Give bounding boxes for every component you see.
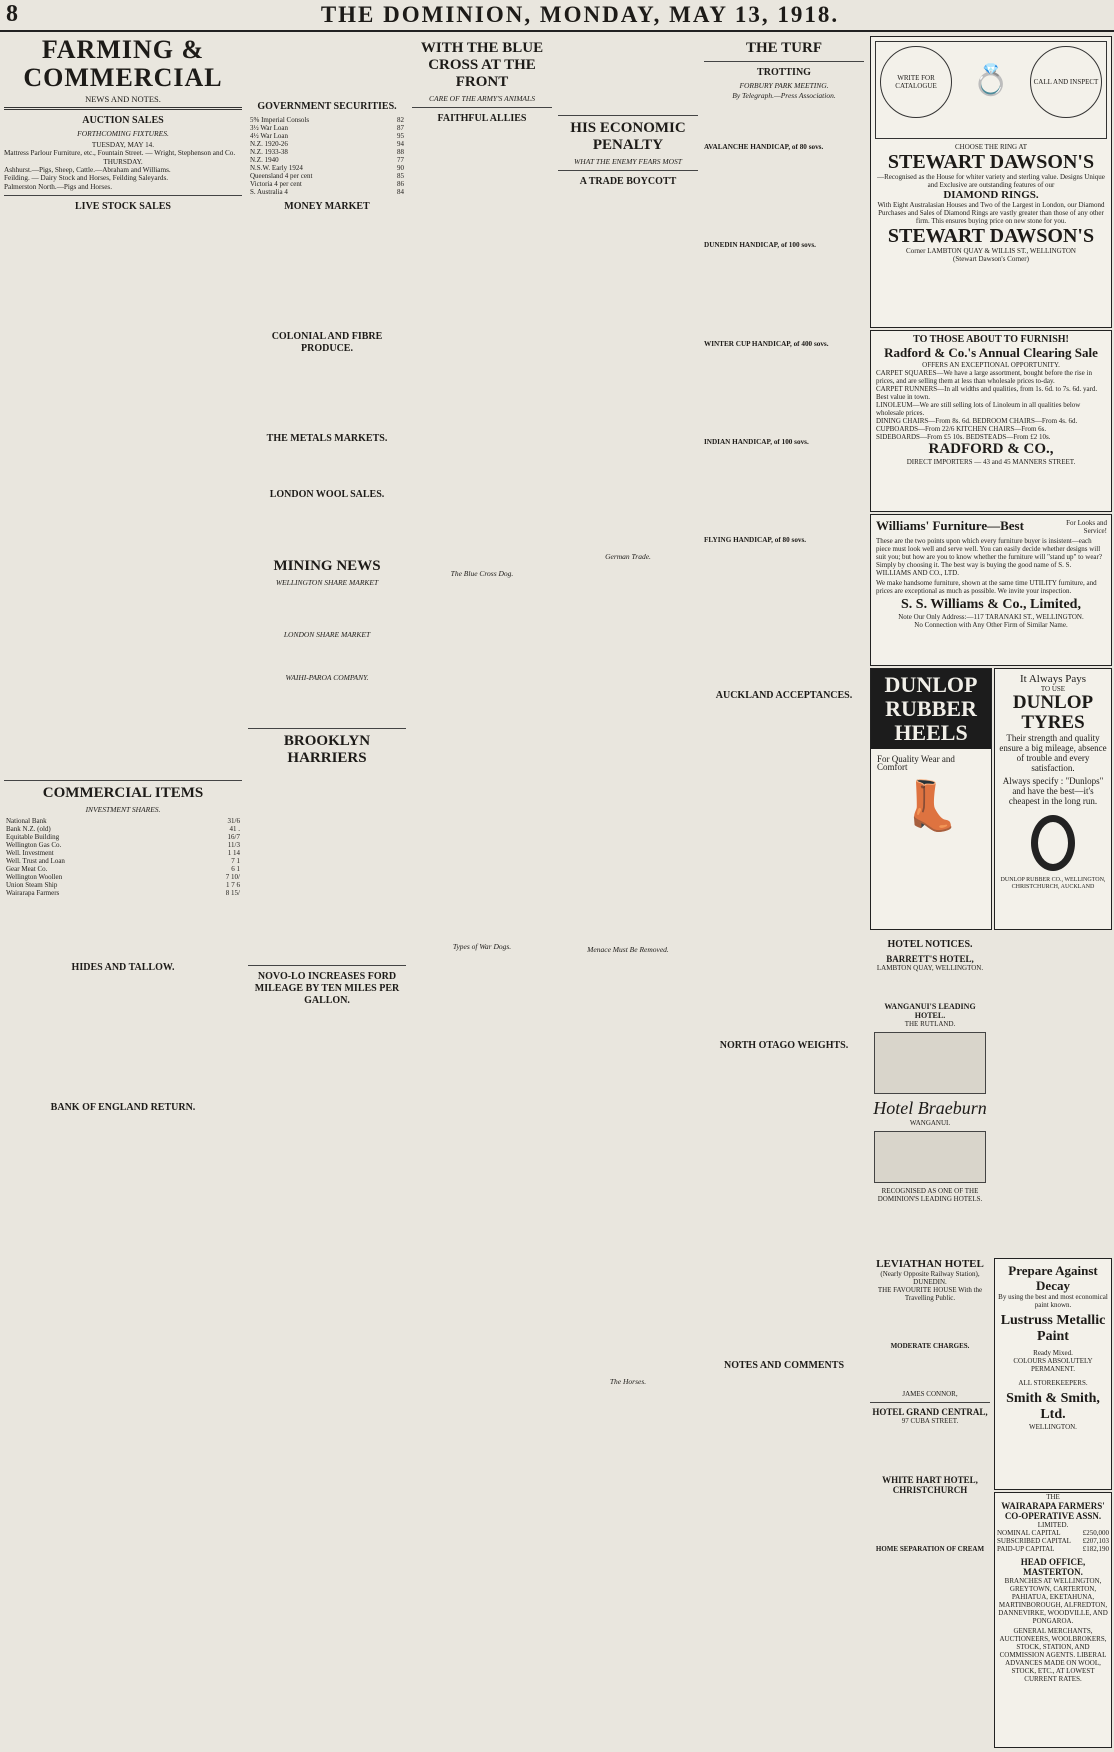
tyres-body-2: Always specify : "Dunlops" and have the best—it's cheapest in the long run. [1002, 776, 1104, 806]
waihi-text [248, 684, 406, 724]
wairarapa-limited: LIMITED. [1037, 1521, 1069, 1529]
radford-headline: Radford & Co.'s Annual Clearing Sale [884, 345, 1098, 360]
dunlop-heels-side: For Quality Wear and Comfort [877, 754, 955, 772]
tyres-body: Their strength and quality ensure a big mileage, absence of trouble and every satisfaction. [999, 733, 1107, 773]
cell-value: 86 [397, 180, 404, 188]
forbury-intro [704, 103, 864, 143]
investment-heading: INVESTMENT SHARES. [85, 805, 161, 815]
cell-label: S. Australia 4 [250, 188, 288, 196]
investment-row [4, 873, 242, 881]
investment-row [4, 865, 242, 873]
leviathan-sub: (Nearly Opposite Railway Station), DUNEDIN. [880, 1270, 980, 1286]
cell-value: 8 15/ [225, 888, 240, 897]
hides-heading: HIDES AND TALLOW. [71, 961, 175, 973]
investment-row [4, 825, 242, 833]
london-share-heading: LONDON SHARE MARKET [283, 630, 371, 640]
williams-address: Note Our Only Address:—117 TARANAKI ST., WELLINGTON. [898, 613, 1084, 621]
economic-penalty-subtitle: WHAT THE ENEMY FEARS MOST [574, 157, 682, 166]
cell-label: NOMINAL CAPITAL [997, 1529, 1061, 1537]
cell-value: 94 [397, 140, 404, 148]
stewart-corner-2: (Stewart Dawson's Corner) [953, 255, 1029, 263]
london-share-text [248, 642, 406, 672]
race-title: WINTER CUP HANDICAP, of 400 sovs. [704, 339, 829, 348]
wanganui-heading: WANGANUI'S LEADING HOTEL. [884, 1002, 976, 1020]
cream-heading: HOME SEPARATION OF CREAM [875, 1545, 985, 1553]
column-economic-penalty [558, 36, 698, 1746]
radford-items [871, 369, 1111, 441]
race-list [704, 143, 864, 685]
stewart-line2: —Recognised as the House for whiter variety and sterling value. Designs Unique and Exclusive are outstanding features of our [877, 173, 1105, 189]
wairarapa-ad [994, 1492, 1112, 1748]
boot-icon: 👢 [901, 780, 961, 833]
investment-row [4, 849, 242, 857]
metals-heading: THE METALS MARKETS. [266, 433, 388, 444]
notes-text [704, 1375, 864, 1505]
money-market-heading: MONEY MARKET [284, 201, 370, 212]
cell-value: 11/3 [227, 840, 240, 849]
lustruss-city: WELLINGTON. [1029, 1423, 1077, 1431]
race-title: DUNEDIN HANDICAP, of 100 sovs. [704, 241, 816, 250]
radford-item: CARPET RUNNERS—In all widths and qualities, from 1s. 6d. to 7s. 6d. yard. Best value in town. [876, 385, 1098, 401]
radford-ad [870, 330, 1112, 512]
securities-row [248, 116, 406, 124]
cell-label: Well. Trust and Loan [6, 856, 65, 865]
cell-label: Victoria 4 per cent [250, 180, 302, 188]
column-turf [704, 36, 864, 1746]
war-dogs-heading: Types of War Dogs. [452, 941, 512, 951]
farming-subtitle: NEWS AND NOTES. [85, 94, 161, 104]
leviathan-favourite: THE FAVOURITE HOUSE With the Travelling Public. [877, 1286, 983, 1302]
column-markets [248, 36, 406, 1746]
cell-label: Bank N.Z. (old) [6, 824, 51, 833]
dunlop-heels-ad [870, 668, 992, 930]
cell-value: 1 14 [227, 848, 240, 857]
blue-cross-continued [558, 36, 698, 111]
dunlop-tyres-ad [994, 668, 1112, 930]
trotting-heading: TROTTING [757, 67, 811, 78]
radford-item: SIDEBOARDS—From £5 10s. BEDSTEADS—From £2 10s. [876, 433, 1051, 441]
auckland-acceptances-heading: AUCKLAND ACCEPTANCES. [715, 689, 853, 701]
capital-row [995, 1545, 1111, 1553]
race-text [704, 250, 864, 340]
cell-value: 95 [397, 132, 404, 140]
mining-heading: MINING NEWS [273, 558, 381, 574]
radford-name: RADFORD & CO., [928, 441, 1054, 457]
auckland-acceptances-text [704, 705, 864, 1035]
auction-item: Mattress Parlour Furniture, etc., Fountain Street. — Wright, Stephenson and Co. [4, 149, 236, 158]
securities-row [248, 132, 406, 140]
lustruss-headline: Prepare Against Decay [1008, 1263, 1098, 1293]
farming-title: FARMING & COMMERCIAL [23, 36, 223, 92]
novo-heading: NOVO-LO INCREASES FORD MILEAGE BY TEN MILES PER GALLON. [254, 971, 400, 1007]
german-trade-heading: German Trade. [605, 552, 651, 562]
securities-table [248, 116, 406, 196]
govt-heading: GOVERNMENT SECURITIES. [257, 101, 397, 112]
cell-value: 87 [397, 124, 404, 132]
dunlop-heels-line2: RUBBER [885, 696, 977, 721]
cell-label: N.Z. 1920-26 [250, 140, 288, 148]
brooklyn-heading: BROOKLYN HARRIERS [283, 733, 371, 767]
auction-item: Palmerston North.—Pigs and Horses. [4, 182, 113, 191]
radford-item: DINING CHAIRS—From 8s. 6d. BEDROOM CHAIRS—From 4s. 6d. [876, 417, 1078, 425]
cell-label: Union Steam Ship [6, 880, 58, 889]
radford-address: DIRECT IMPORTERS — 43 and 45 MANNERS STREET. [906, 458, 1076, 466]
cell-label: 3½ War Loan [250, 124, 288, 132]
blue-cross-dog-heading: The Blue Cross Dog. [450, 569, 514, 579]
london-wool-text [248, 504, 406, 554]
trade-boycott-heading: A TRADE BOYCOTT [579, 176, 677, 188]
williams-note: No Connection with Any Other Firm of Similar Name. [914, 621, 1068, 629]
braeburn-illustration [874, 1131, 986, 1183]
williams-body: These are the two points upon which every furniture buyer is insistent—each piece must look well and serve well. You can easily decide whether designs will suit you; but how are you to know whether the furniture will "stand up" to wear? Simply by choosing it. The best way is buying the good name of S. S. WILLIAMS AND CO., LTD. [876, 537, 1102, 577]
share-market-text [248, 589, 406, 629]
notes-heading: NOTES AND COMMENTS [723, 1359, 844, 1371]
livestock-heading: LIVE STOCK SALES [75, 201, 171, 213]
tyres-line1: It Always Pays [1020, 673, 1086, 685]
auction-item: Feilding. — Dairy Stock and Horses, Feilding Saleyards. [4, 174, 169, 183]
dunlop-heels-line1: DUNLOP [884, 672, 978, 697]
metals-text [248, 448, 406, 484]
cell-value: 16/7 [227, 832, 240, 841]
blue-cross-subtitle: CARE OF THE ARMY'S ANIMALS [429, 94, 535, 103]
cell-value: 90 [397, 164, 404, 172]
radford-offers: OFFERS AN EXCEPTIONAL OPPORTUNITY. [922, 361, 1060, 369]
cell-value: 84 [397, 188, 404, 196]
faithful-allies-heading: FAITHFUL ALLIES [437, 113, 527, 125]
securities-row [248, 172, 406, 180]
leviathan-text [870, 1302, 990, 1342]
column-blue-cross [412, 36, 552, 1746]
north-otago-heading: NORTH OTAGO WEIGHTS. [719, 1039, 849, 1051]
inspect-badge[interactable]: CALL AND INSPECT [1030, 46, 1102, 118]
menace-text [558, 956, 698, 1376]
wairarapa-merchants: GENERAL MERCHANTS, AUCTIONEERS, WOOLBROKERS, STOCK, STATION, AND COMMISSION AGENTS. LIBERAL ADVANCES MADE ON WOOL, STOCK, ETC., AT LOWEST CURRENT RATES. [999, 1627, 1107, 1683]
commercial-text-block [4, 897, 242, 957]
stewart-dawson-ad [870, 36, 1112, 328]
cell-label: Well. Investment [6, 848, 54, 857]
novo-text [248, 1010, 406, 1570]
colonial-heading: COLONIAL AND FIBRE PRODUCE. [271, 331, 383, 354]
commercial-heading: COMMERCIAL ITEMS [42, 785, 204, 802]
investment-row [4, 889, 242, 897]
economic-penalty-title: HIS ECONOMIC PENALTY [570, 120, 686, 153]
stewart-diamond: DIAMOND RINGS. [943, 189, 1039, 201]
race-text [704, 545, 864, 685]
capital-row [995, 1529, 1111, 1537]
tyres-maker: DUNLOP RUBBER CO., WELLINGTON, CHRISTCHURCH, AUCKLAND [1000, 877, 1106, 890]
cell-value: £182,190 [1082, 1545, 1109, 1553]
race-text [704, 151, 864, 241]
radford-item: CUPBOARDS—From 22/6 KITCHEN CHAIRS—From 6s. [876, 425, 1047, 433]
williams-ad [870, 514, 1112, 666]
williams-side: For Looks and Service! [1066, 519, 1107, 535]
wairarapa-head-office: HEAD OFFICE, MASTERTON. [1020, 1557, 1086, 1577]
paper-title: THE DOMINION, MONDAY, MAY 13, 1918. [320, 2, 840, 27]
race-title: INDIAN HANDICAP, of 100 sovs. [704, 438, 809, 447]
williams-headline: Williams' Furniture—Best [876, 518, 1024, 533]
turf-title: THE TURF [746, 40, 822, 56]
cell-label: PAID-UP CAPITAL [997, 1545, 1055, 1553]
tyres-line2: TO USE [1040, 685, 1066, 693]
masthead [0, 0, 1114, 32]
race-text [704, 348, 864, 438]
german-trade-text [558, 564, 698, 944]
investment-row [4, 857, 242, 865]
auction-item: TUESDAY, MAY 14. [91, 140, 155, 149]
lustruss-name: Lustruss Metallic Paint [1000, 1313, 1106, 1344]
cell-value: 88 [397, 148, 404, 156]
dunlop-heels-line3: HEELS [894, 720, 968, 745]
cell-label: Wellington Woollen [6, 872, 63, 881]
cell-label: National Bank [6, 816, 47, 825]
menace-heading: Menace Must Be Removed. [587, 944, 669, 954]
cell-label: N.Z. 1933-38 [250, 148, 288, 156]
proprietor-name: JAMES CONNOR, [902, 1390, 958, 1398]
telegraph-line: By Telegraph.—Press Association. [732, 91, 836, 101]
horses-heading: The Horses. [609, 1377, 647, 1387]
white-hart-text [870, 1495, 990, 1545]
hotel-notices [870, 934, 990, 1254]
ring-icon: 💍 [972, 64, 1010, 97]
hotel-notices-lower [870, 1258, 990, 1748]
rutland-name: THE RUTLAND. [904, 1020, 956, 1028]
auction-heading: AUCTION SALES [82, 115, 164, 127]
wairarapa-name: WAIRARAPA FARMERS' CO-OPERATIVE ASSN. [1001, 1501, 1105, 1521]
faithful-allies-text [412, 128, 552, 568]
tyres-line4: TYRES [1021, 712, 1085, 733]
ring-ornament [875, 41, 1107, 139]
cell-label: Equitable Building [6, 832, 60, 841]
auction-item: THURSDAY. [103, 157, 143, 166]
blue-cross-dog-text [412, 581, 552, 941]
radford-lead: TO THOSE ABOUT TO FURNISH! [913, 334, 1069, 345]
page-number: 8 [6, 1, 18, 27]
forbury-heading: FORBURY PARK MEETING. [739, 81, 829, 90]
column-farming [4, 36, 242, 1746]
cell-label: Queensland 4 per cent [250, 172, 313, 180]
cell-label: N.S.W. Early 1924 [250, 164, 303, 172]
bank-heading: BANK OF ENGLAND RETURN. [50, 1101, 196, 1113]
braeburn-name: Hotel Braeburn [873, 1098, 987, 1118]
securities-row [248, 188, 406, 196]
leviathan-name: LEVIATHAN HOTEL [876, 1258, 984, 1270]
grand-central-name: HOTEL GRAND CENTRAL, [872, 1407, 988, 1417]
grand-central-address: 97 CUBA STREET. [901, 1417, 959, 1425]
money-market-text [248, 216, 406, 326]
stewart-line3: With Eight Australasian Houses and Two of the Largest in London, our Diamond Purchases and Sales of Diamond Rings are vastly greater than those of any other firm. This ensures buying price on new stone for you. [877, 201, 1105, 225]
trade-boycott-text [558, 191, 698, 551]
stewart-line1: CHOOSE THE RING AT [954, 143, 1027, 151]
colonial-text [248, 358, 406, 428]
hides-text-block [4, 977, 242, 1097]
stewart-corner: Corner LAMBTON QUAY & WILLIS ST., WELLINGTON [906, 247, 1076, 255]
livestock-text-block [4, 216, 242, 776]
williams-body-2: We make handsome furniture, shown at the same time UTILITY furniture, and prices are exceptional as much as possible. We invite your inspection. [876, 579, 1097, 595]
auction-list [4, 141, 242, 191]
waihi-heading: WAIHI-PAROA COMPANY. [285, 672, 369, 682]
blue-cross-title: WITH THE BLUE CROSS AT THE FRONT [420, 40, 544, 90]
lustruss-ad [994, 1258, 1112, 1490]
stewart-name-2: STEWART DAWSON'S [887, 225, 1095, 247]
cell-value: 85 [397, 172, 404, 180]
cell-label: Wairarapa Farmers [6, 888, 60, 897]
rutland-hotel-illustration [874, 1032, 986, 1094]
cell-value: 41 . [229, 824, 240, 833]
barretts-text [870, 972, 990, 1002]
braeburn-recognised: RECOGNISED AS ONE OF THE DOMINION'S LEADING HOTELS. [877, 1187, 983, 1203]
white-hart-name: WHITE HART HOTEL, CHRISTCHURCH [882, 1475, 978, 1495]
radford-item: LINOLEUM—We are still selling lots of Linoleum in all qualities below wholesale prices. [876, 401, 1081, 417]
tyre-icon [1031, 815, 1075, 871]
investment-row [4, 841, 242, 849]
lustruss-colours: COLOURS ABSOLUTELY PERMANENT. [1013, 1357, 1093, 1373]
wairarapa-capital-table [995, 1529, 1111, 1553]
investment-row [4, 833, 242, 841]
race-title: AVALANCHE HANDICAP, of 80 sovs. [704, 142, 824, 151]
bank-text-block [4, 1117, 242, 1317]
wairarapa-branches: BRANCHES AT WELLINGTON, GREYTOWN, CARTERTON, PAHIATUA, EKETAHUNA, MARTINBOROUGH, ALFREDTON, DANNEVIRKE, WOODVILLE, AND PONGAROA. [998, 1577, 1108, 1625]
moderate-text [870, 1350, 990, 1390]
williams-name: S. S. Williams & Co., Limited, [901, 597, 1081, 612]
lustruss-all: ALL STOREKEEPERS. [1018, 1379, 1088, 1387]
radford-item: CARPET SQUARES—We have a large assortment, bought before the rise in prices, and are selling them at less than wholesale prices to-day. [876, 369, 1092, 385]
share-market-heading: WELLINGTON SHARE MARKET [275, 578, 379, 587]
auction-item: Ashhurst.—Pigs, Sheep, Cattle.—Abraham and Williams. [4, 166, 171, 175]
brooklyn-text [248, 771, 406, 961]
cell-value: 7 1 [231, 856, 240, 865]
cell-label: N.Z. 1940 [250, 156, 279, 164]
cell-label: Wellington Gas Co. [6, 840, 62, 849]
cell-label: SUBSCRIBED CAPITAL [997, 1537, 1071, 1545]
stewart-name: STEWART DAWSON'S [887, 151, 1095, 173]
dunlop-heels-panel [871, 669, 991, 749]
barretts-name: BARRETT'S HOTEL, [886, 954, 974, 964]
cell-value: 7 10/ [225, 872, 240, 881]
north-otago-text [704, 1055, 864, 1355]
barretts-address: LAMBTON QUAY, WELLINGTON. [876, 964, 984, 972]
hotel-heading: HOTEL NOTICES. [887, 939, 973, 950]
cell-value: 82 [397, 116, 404, 124]
cell-value: £250,000 [1082, 1529, 1109, 1537]
london-wool-heading: LONDON WOOL SALES. [269, 489, 385, 500]
cell-value: 1 7 6 [226, 880, 240, 889]
securities-row [248, 156, 406, 164]
wairarapa-the: THE [1046, 1493, 1060, 1501]
cell-value: 31/6 [227, 816, 240, 825]
tyres-line3: DUNLOP [1012, 692, 1094, 713]
race-text [704, 446, 864, 536]
securities-row [248, 140, 406, 148]
capital-row [995, 1537, 1111, 1545]
horses-text [558, 1389, 698, 1569]
cell-value: £207,103 [1082, 1537, 1109, 1545]
cell-label: Gear Meat Co. [6, 864, 48, 873]
investment-row [4, 881, 242, 889]
braeburn-city: WANGANUI. [909, 1119, 951, 1127]
auction-subheading: FORTHCOMING FIXTURES. [77, 129, 169, 139]
intro-text-block [248, 36, 406, 96]
moderate-charges: MODERATE CHARGES. [890, 1342, 970, 1350]
securities-row [248, 164, 406, 172]
securities-row [248, 180, 406, 188]
cell-label: 5% Imperial Consols [250, 116, 310, 124]
lustruss-sub: By using the best and most economical paint known. [998, 1293, 1108, 1309]
lustruss-maker: Smith & Smith, Ltd. [1006, 1391, 1100, 1422]
lustruss-ready: Ready Mixed. [1033, 1349, 1073, 1357]
war-dogs-text [412, 953, 552, 1746]
securities-row [248, 124, 406, 132]
investment-row [4, 817, 242, 825]
cell-value: 6 1 [231, 864, 240, 873]
grand-central-text [870, 1425, 990, 1475]
catalogue-badge[interactable]: WRITE FOR CATALOGUE [880, 46, 952, 118]
investment-table [4, 817, 242, 897]
cell-value: 77 [397, 156, 404, 164]
race-title: FLYING HANDICAP, of 80 sovs. [704, 536, 807, 545]
securities-row [248, 148, 406, 156]
cell-label: 4½ War Loan [250, 132, 288, 140]
